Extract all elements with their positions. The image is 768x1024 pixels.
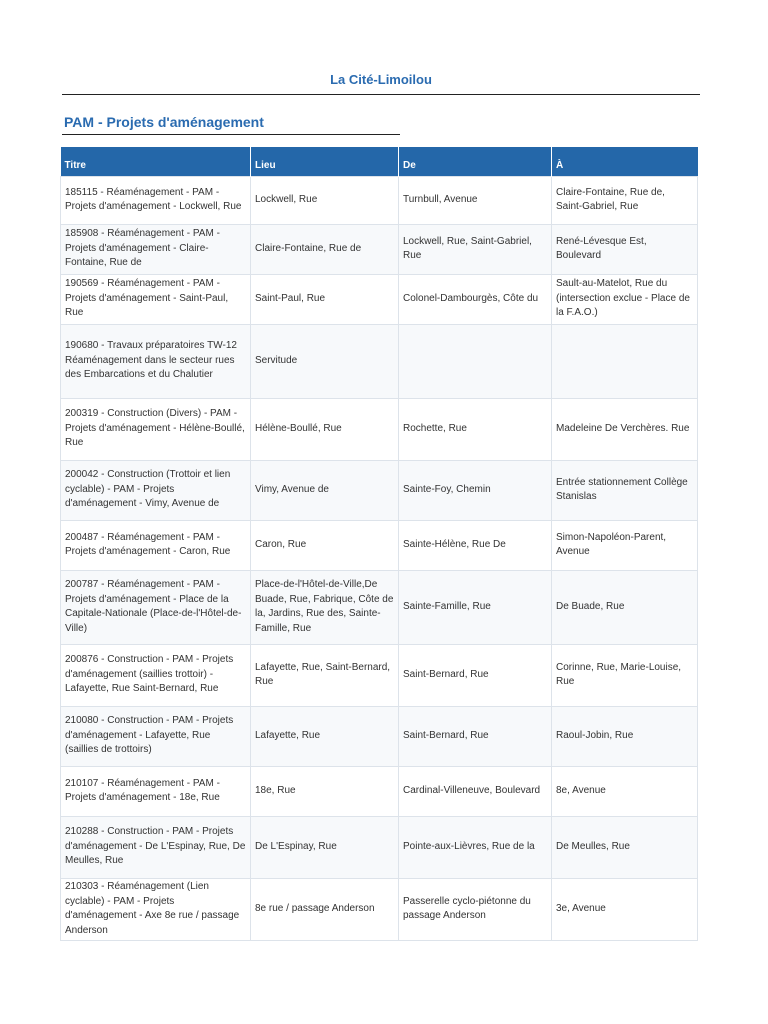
table-row (61, 274, 698, 324)
table-row (61, 706, 698, 766)
column-header-a: À (552, 147, 698, 176)
cell-lieu: Caron, Rue (251, 520, 399, 570)
cell-titre: 210107 - Réaménagement - PAM - Projets d'aménagement - 18e, Rue (61, 766, 251, 816)
cell-titre: 185908 - Réaménagement - PAM - Projets d'aménagement - Claire-Fontaine, Rue de (61, 224, 251, 274)
cell-a: 3e, Avenue (552, 878, 698, 940)
cell-de: Sainte-Foy, Chemin (399, 460, 552, 520)
cell-lieu: Saint-Paul, Rue (251, 274, 399, 324)
cell-a (552, 324, 698, 398)
table-row (61, 766, 698, 816)
table-row (61, 644, 698, 706)
cell-titre: 200319 - Construction (Divers) - PAM - Projets d'aménagement - Hélène-Boullé, Rue (61, 398, 251, 460)
cell-a: Entrée stationnement Collège Stanislas (552, 460, 698, 520)
cell-de: Cardinal-Villeneuve, Boulevard (399, 766, 552, 816)
cell-de: Lockwell, Rue, Saint-Gabriel, Rue (399, 224, 552, 274)
cell-titre: 210303 - Réaménagement (Lien cyclable) - PAM - Projets d'aménagement - Axe 8e rue / passage Anderson (61, 878, 251, 940)
table-row (61, 324, 698, 398)
cell-de: Colonel-Dambourgès, Côte du (399, 274, 552, 324)
cell-de: Turnbull, Avenue (399, 176, 552, 224)
cell-a: René-Lévesque Est, Boulevard (552, 224, 698, 274)
cell-lieu: De L'Espinay, Rue (251, 816, 399, 878)
cell-titre: 185115 - Réaménagement - PAM - Projets d'aménagement - Lockwell, Rue (61, 176, 251, 224)
cell-lieu: 18e, Rue (251, 766, 399, 816)
table-row (61, 460, 698, 520)
cell-de: Rochette, Rue (399, 398, 552, 460)
section-divider (62, 134, 400, 135)
cell-a: Madeleine De Verchères. Rue (552, 398, 698, 460)
cell-titre: 200487 - Réaménagement - PAM - Projets d'aménagement - Caron, Rue (61, 520, 251, 570)
table-header-row (61, 147, 698, 176)
table-row (61, 878, 698, 940)
cell-lieu: Vimy, Avenue de (251, 460, 399, 520)
cell-de: Saint-Bernard, Rue (399, 706, 552, 766)
cell-lieu: Hélène-Boullé, Rue (251, 398, 399, 460)
column-header-titre: Titre (64, 160, 86, 171)
cell-a: De Buade, Rue (552, 570, 698, 644)
table-row (61, 224, 698, 274)
table-row (61, 816, 698, 878)
cell-lieu: Place-de-l'Hôtel-de-Ville,De Buade, Rue, Fabrique, Côte de la, Jardins, Rue des, Sainte-Famille, Rue (251, 570, 399, 644)
cell-titre: 210080 - Construction - PAM - Projets d'aménagement - Lafayette, Rue (saillies de trottoirs) (61, 706, 251, 766)
cell-titre: 190680 - Travaux préparatoires TW-12 Réaménagement dans le secteur rues des Embarcations et du Chalutier (61, 324, 251, 398)
cell-de: Sainte-Famille, Rue (399, 570, 552, 644)
page-title: La Cité-Limoilou (330, 72, 432, 87)
cell-titre: 200042 - Construction (Trottoir et lien cyclable) - PAM - Projets d'aménagement - Vimy, Avenue de (61, 460, 251, 520)
column-header-de: De (399, 147, 552, 176)
cell-de: Pointe-aux-Lièvres, Rue de la (399, 816, 552, 878)
cell-titre: 190569 - Réaménagement - PAM - Projets d'aménagement - Saint-Paul, Rue (61, 274, 251, 324)
cell-a: Corinne, Rue, Marie-Louise, Rue (552, 644, 698, 706)
cell-lieu: Claire-Fontaine, Rue de (251, 224, 399, 274)
column-header-lieu: Lieu (251, 147, 399, 176)
cell-lieu: Lockwell, Rue (251, 176, 399, 224)
cell-a: Sault-au-Matelot, Rue du (intersection exclue - Place de la F.A.O.) (552, 274, 698, 324)
cell-de: Saint-Bernard, Rue (399, 644, 552, 706)
table-row (61, 398, 698, 460)
cell-a: 8e, Avenue (552, 766, 698, 816)
cell-lieu: Lafayette, Rue (251, 706, 399, 766)
cell-a: De Meulles, Rue (552, 816, 698, 878)
cell-lieu: 8e rue / passage Anderson (251, 878, 399, 940)
cell-de: Passerelle cyclo-piétonne du passage Anderson (399, 878, 552, 940)
table-row (61, 570, 698, 644)
cell-lieu: Lafayette, Rue, Saint-Bernard, Rue (251, 644, 399, 706)
table-row (61, 176, 698, 224)
cell-a: Raoul-Jobin, Rue (552, 706, 698, 766)
section-title: PAM - Projets d'aménagement (64, 114, 264, 130)
cell-a: Simon-Napoléon-Parent, Avenue (552, 520, 698, 570)
cell-a: Claire-Fontaine, Rue de, Saint-Gabriel, Rue (552, 176, 698, 224)
cell-titre: 200787 - Réaménagement - PAM - Projets d'aménagement - Place de la Capitale-Nationale (Place-de-l'Hôtel-de-Ville) (61, 570, 251, 644)
title-divider (62, 94, 700, 95)
cell-titre: 200876 - Construction - PAM - Projets d'aménagement (saillies trottoir) - Lafayette, Rue Saint-Bernard, Rue (61, 644, 251, 706)
table-row (61, 520, 698, 570)
cell-lieu: Servitude (251, 324, 399, 398)
cell-de (399, 324, 552, 398)
cell-de: Sainte-Hélène, Rue De (399, 520, 552, 570)
projects-table (60, 147, 698, 941)
cell-titre: 210288 - Construction - PAM - Projets d'aménagement - De L'Espinay, Rue, De Meulles, Rue (61, 816, 251, 878)
